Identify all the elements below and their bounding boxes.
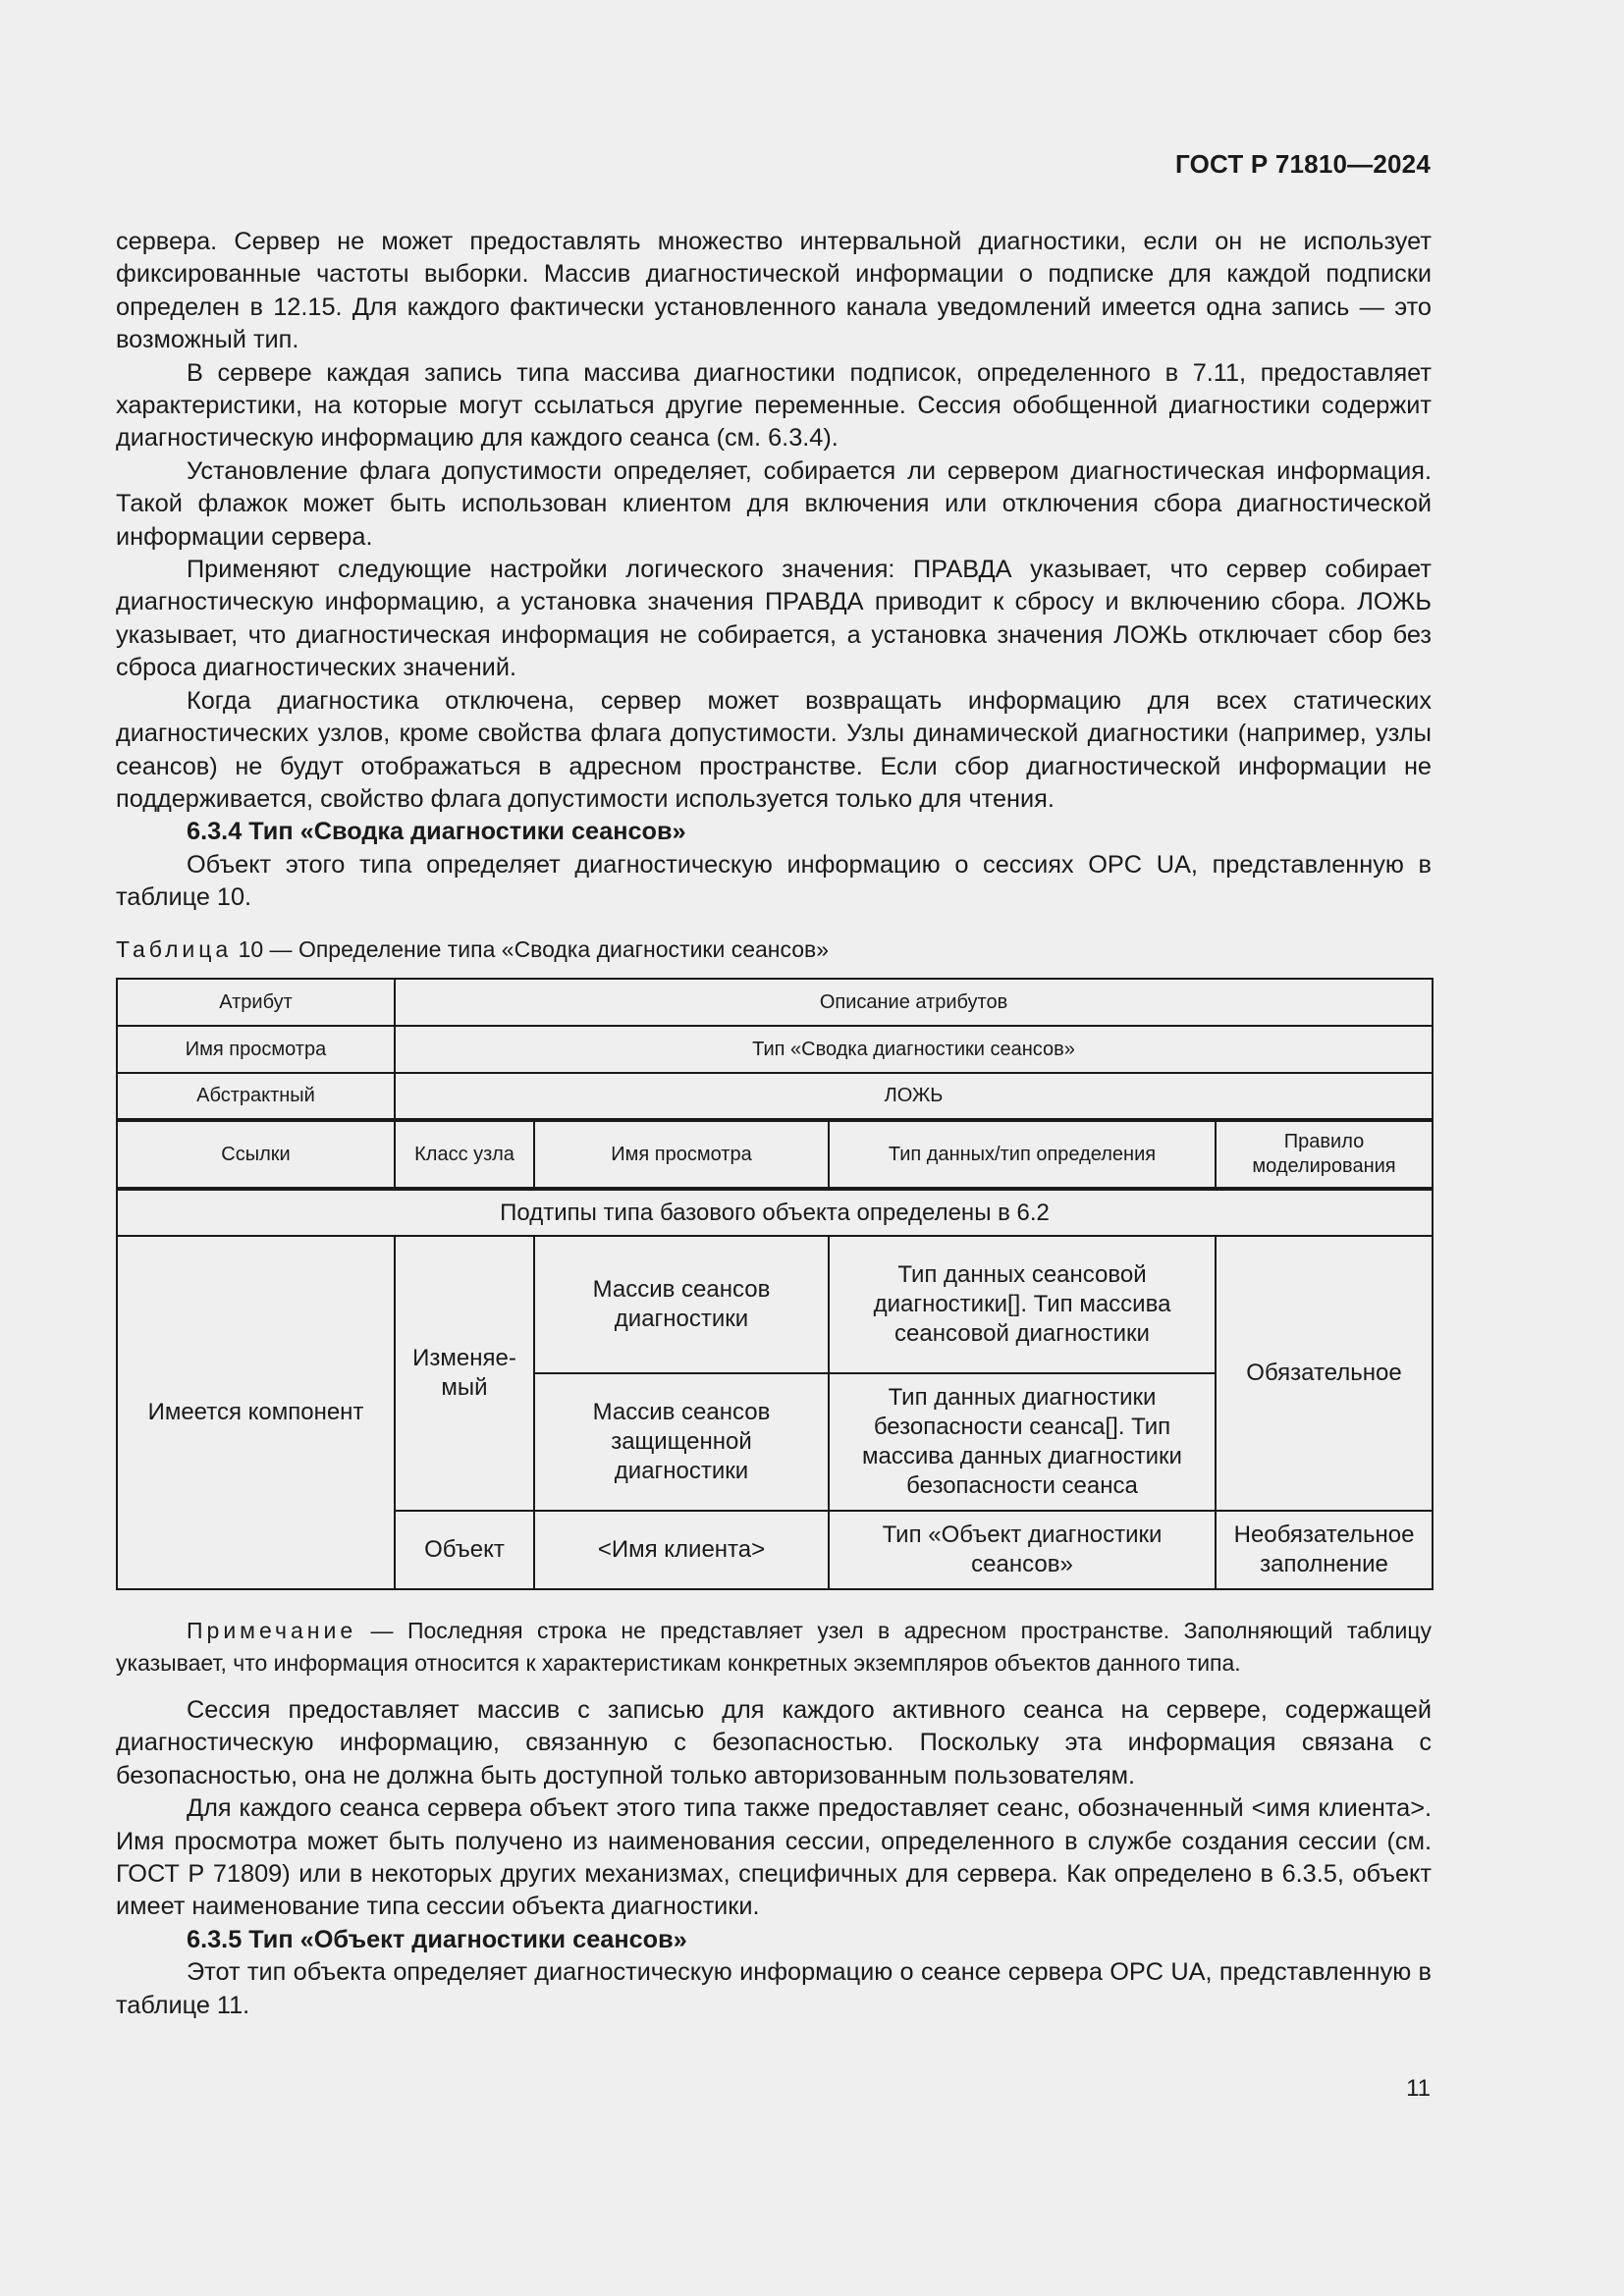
table-note (116, 1615, 1432, 1680)
modelling-rule-cell: Необязательное заполнение (1216, 1511, 1433, 1589)
table-row (117, 1189, 1433, 1236)
node-class-cell: Изменяе-мый (395, 1236, 534, 1511)
paragraph: Когда диагностика отключена, сервер может возвращать информацию для всех статических диагностических узлов, кроме свойства флага допустимости. Узлы динамической диагностики (например, узлы сеансов) не будут отображаться в адресном пространстве. Если сбор диагностической информации не поддерживается, свойство флага допустимости используется только для чтения. (116, 686, 1432, 813)
browse-name-cell: Массив сеансов защищенной диагностики (534, 1373, 829, 1511)
abstract-label-cell: Абстрактный (117, 1073, 395, 1120)
node-class-cell: Объект (395, 1511, 534, 1589)
body-top (116, 226, 1432, 915)
reference-cell: Имеется компонент (117, 1236, 395, 1589)
note-label: Примечание (187, 1618, 357, 1643)
col-header-node-class: Класс узла (395, 1120, 534, 1189)
browse-name-label-cell: Имя просмотра (117, 1026, 395, 1073)
attr-header-cell: Атрибут (117, 979, 395, 1026)
paragraph: Установление флага допустимости определяет, собирается ли сервером диагностическая информация. Такой флажок может быть использован клиентом для включения или отключения сбора диагностической информации сервера. (116, 456, 1432, 551)
browse-name-value-cell: Тип «Сводка диагностики сеансов» (395, 1026, 1433, 1073)
table-row (117, 1026, 1433, 1073)
paragraph: Применяют следующие настройки логического значения: ПРАВДА указывает, что сервер собирает диагностическую информацию, а установка значения ПРАВДА приводит к сбросу и включению сбора. ЛОЖЬ указывает, что диагностическая информация не собирается, а установка значения ЛОЖЬ отключает сбор без сброса диагностических значений. (116, 556, 1432, 682)
table-row (117, 979, 1433, 1026)
section-heading: 6.3.4 Тип «Сводка диагностики сеансов» (187, 818, 686, 846)
page-number: 11 (1406, 2075, 1431, 2102)
datatype-cell: Тип данных диагностики безопасности сеанса[]. Тип массива данных диагностики безопасности сеанса (829, 1373, 1216, 1511)
col-header-rule: Правило моделирования (1216, 1120, 1433, 1189)
abstract-value-cell: ЛОЖЬ (395, 1073, 1433, 1120)
paragraph: В сервере каждая запись типа массива диагностики подписок, определенного в 7.11, предоставляет характеристики, на которые могут ссылаться другие переменные. Сессия обобщенной диагностики содержит диагностическую информацию для каждого сеанса (см. 6.3.4). (116, 358, 1432, 453)
paragraph: сервера. Сервер не может предоставлять множество интервальной диагностики, если он не использует фиксированные частоты выборки. Массив диагностической информации о подписке для каждой подписки определен в 12.15. Для каждого фактически установленного канала уведомлений имеется одна запись — это возможный тип. (116, 228, 1432, 354)
table-caption (116, 936, 829, 963)
datatype-cell: Тип данных сеансовой диагностики[]. Тип массива сеансовой диагностики (829, 1236, 1216, 1373)
browse-name-cell: Массив сеансов диагностики (534, 1236, 829, 1373)
col-header-refs: Ссылки (117, 1120, 395, 1189)
type-definition-table (116, 978, 1434, 1590)
col-header-datatype: Тип данных/тип определения (829, 1120, 1216, 1189)
table-row (117, 1236, 1433, 1373)
note-text: — Последняя строка не представляет узел в адресном пространстве. Заполняющий таблицу указывает, что информация относится к характеристикам конкретных экземпляров объектов данного типа. (116, 1618, 1432, 1676)
paragraph: Сессия предоставляет массив с записью для каждого активного сеанса на сервере, содержащей диагностическую информацию, связанную с безопасностью. Поскольку эта информация связана с безопасностью, она не должна быть доступной только авторизованным пользователям. (116, 1696, 1432, 1789)
paragraph: Для каждого сеанса сервера объект этого типа также предоставляет сеанс, обозначенный <имя клиента>. Имя просмотра может быть получено из наименования сессии, определенного в службе создания сессии (см. ГОСТ Р 71809) или в некоторых других механизмах, специфичных для сервера. Как определено в 6.3.5, объект имеет наименование типа сессии объекта диагностики. (116, 1794, 1432, 1921)
modelling-rule-cell: Обязательное (1216, 1236, 1433, 1511)
browse-name-cell: <Имя клиента> (534, 1511, 829, 1589)
subtypes-cell: Подтипы типа базового объекта определены в 6.2 (117, 1189, 1433, 1236)
col-header-browse-name: Имя просмотра (534, 1120, 829, 1189)
document-header: ГОСТ Р 71810—2024 (1175, 149, 1431, 179)
paragraph: Объект этого типа определяет диагностическую информацию о сессиях OPC UA, представленную в таблице 10. (116, 850, 1432, 912)
table-row (117, 1120, 1433, 1189)
section-heading: 6.3.5 Тип «Объект диагностики сеансов» (187, 1925, 687, 1953)
paragraph: Этот тип объекта определяет диагностическую информацию о сеансе сервера OPC UA, представленную в таблице 11. (116, 1958, 1432, 2019)
desc-header-cell: Описание атрибутов (395, 979, 1433, 1026)
table-caption-label: Таблица (116, 936, 233, 962)
datatype-cell: Тип «Объект диагностики сеансов» (829, 1511, 1216, 1589)
table-caption-text: 10 — Определение типа «Сводка диагностики сеансов» (238, 936, 830, 962)
table-row (117, 1073, 1433, 1120)
body-bottom (116, 1694, 1432, 2022)
